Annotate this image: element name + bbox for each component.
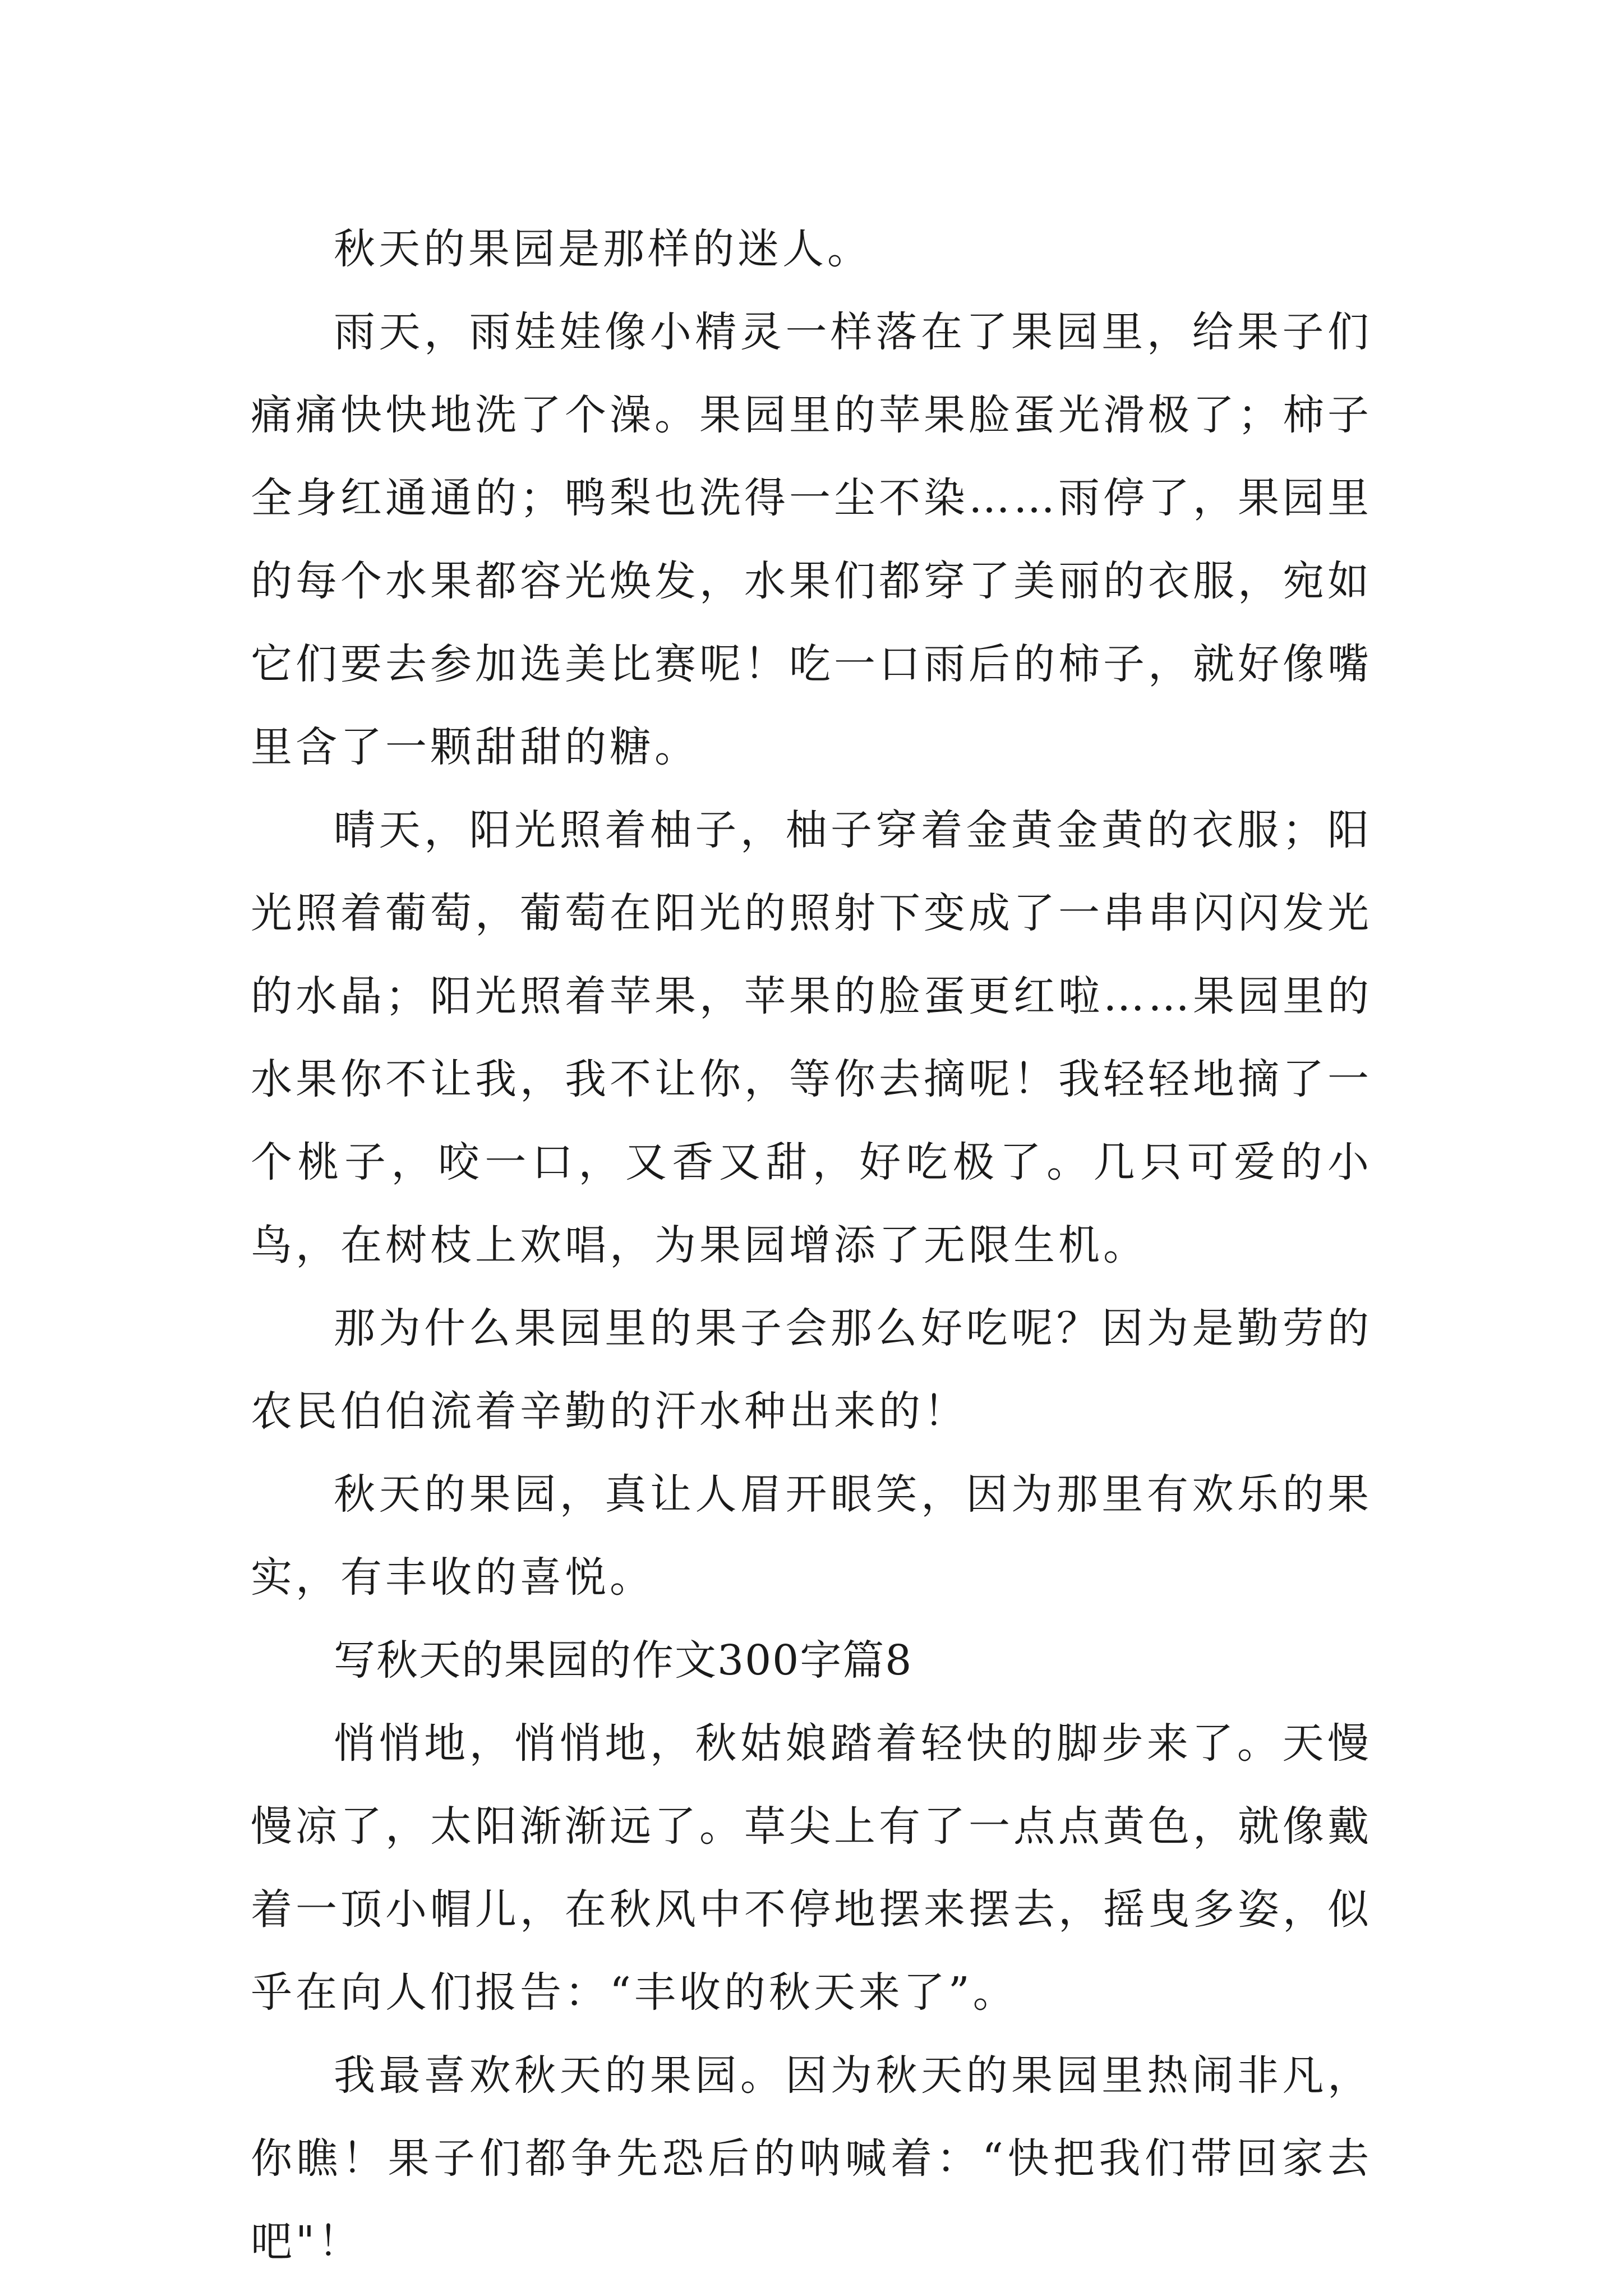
paragraph-intro: 秋天的果园是那样的迷人。 bbox=[334, 225, 872, 273]
document-body bbox=[251, 208, 1372, 2283]
paragraph-conclusion: 秋天的果园，真让人眉开眼笑，因为那里有欢乐的果实，有丰收的喜悦。 bbox=[251, 1470, 1372, 1602]
paragraph-rainy-day: 雨天，雨娃娃像小精灵一样落在了果园里，给果子们痛痛快快地洗了个澡。果园里的苹果脸蛋光滑极了；柿子全身红通通的；鸭梨也洗得一尘不染……雨停了，果园里的每个水果都容光焕发，水果们都穿了美丽的衣服，宛如它们要去参加选美比赛呢！吃一口雨后的柿子，就好像嘴里含了一颗甜甜的糖。 bbox=[251, 308, 1372, 771]
paragraph-favorite-orchard: 我最喜欢秋天的果园。因为秋天的果园里热闹非凡，你瞧！果子们都争先恐后的呐喊着：“快把我们带回家去吧"！ bbox=[251, 2051, 1372, 2266]
paragraph-farmers: 那为什么果园里的果子会那么好吃呢？因为是勤劳的农民伯伯流着辛勤的汗水种出来的！ bbox=[251, 1304, 1372, 1435]
essay-heading: 写秋天的果园的作文300字篇8 bbox=[334, 1636, 913, 1685]
paragraph-autumn-arrives: 悄悄地，悄悄地，秋姑娘踏着轻快的脚步来了。天慢慢凉了，太阳渐渐远了。草尖上有了一点点黄色，就像戴着一顶小帽儿，在秋风中不停地摆来摆去，摇曳多姿，似乎在向人们报告：“丰收的秋天来了”。 bbox=[251, 1719, 1372, 2017]
paragraph-sunny-day: 晴天，阳光照着柚子，柚子穿着金黄金黄的衣服；阳光照着葡萄，葡萄在阳光的照射下变成了一串串闪闪发光的水晶；阳光照着苹果，苹果的脸蛋更红啦……果园里的水果你不让我，我不让你，等你去摘呢！我轻轻地摘了一个桃子，咬一口，又香又甜，好吃极了。几只可爱的小鸟，在树枝上欢唱，为果园增添了无限生机。 bbox=[251, 806, 1372, 1269]
